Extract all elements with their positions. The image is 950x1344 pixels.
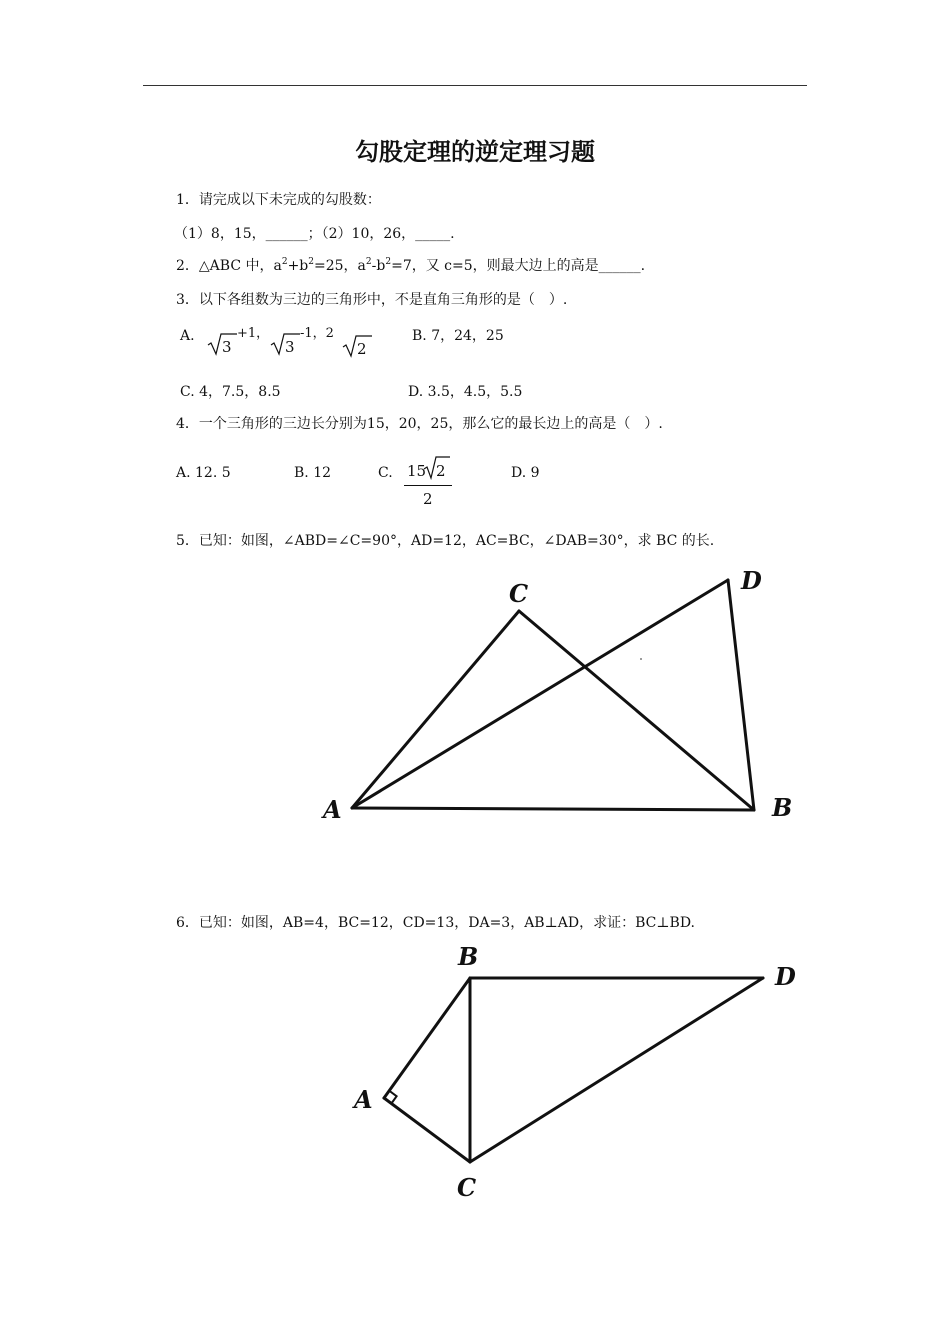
q2-term: =25，a xyxy=(314,258,366,274)
q4-c-radicand: 2 xyxy=(436,462,446,480)
q2-exponent: 2 xyxy=(365,257,372,267)
figure-q5-label-a: A xyxy=(323,795,342,824)
q4-option-d: D. 9 xyxy=(511,465,540,481)
figure-q6-label-b: B xyxy=(458,942,479,971)
question-3: 3．以下各组数为三边的三角形中，不是直角三角形的是（ ）. xyxy=(176,292,568,308)
q2-exponent: 2 xyxy=(281,257,288,267)
q3-a-part-2: -1，2 xyxy=(300,326,334,341)
q3-a-part-1: +1， xyxy=(237,326,270,341)
q3-option-b: B. 7，24，25 xyxy=(412,328,504,344)
figure-q6-label-a: A xyxy=(354,1085,373,1114)
segment-cd xyxy=(470,978,763,1162)
page-title: 勾股定理的逆定理习题 xyxy=(355,138,595,166)
q4-option-c-label: C. xyxy=(378,465,393,481)
q4-option-b: B. 12 xyxy=(294,465,332,481)
figure-q5-label-b: B xyxy=(772,793,793,822)
q3-option-a-label: A. xyxy=(180,328,195,344)
q2-suffix: =7，又 c=5，则最大边上的高是______. xyxy=(391,258,646,274)
segment-ac xyxy=(384,1098,470,1162)
q4-c-coefficient: 15 xyxy=(407,462,427,480)
figure-q6-label-d: D xyxy=(775,962,796,991)
q2-exponent: 2 xyxy=(308,257,315,267)
figure-q6-label-c: C xyxy=(457,1173,477,1202)
question-1: 1．请完成以下未完成的勾股数： xyxy=(176,192,381,208)
q4-option-a: A. 12. 5 xyxy=(176,465,231,481)
q3-option-d: D. 3.5，4.5，5.5 xyxy=(408,384,523,400)
segment-ba xyxy=(384,978,470,1098)
question-5: 5．已知：如图，∠ABD=∠C=90°，AD=12，AC=BC，∠DAB=30°，求 BC 的长. xyxy=(176,533,715,549)
figure-q5-label-c: C xyxy=(509,579,529,608)
q3-a-radicand-3: 2 xyxy=(357,340,367,358)
q3-a-radicand-2: 3 xyxy=(285,338,295,356)
q4-c-denominator: 2 xyxy=(423,490,433,508)
q3-option-c: C. 4，7.5，8.5 xyxy=(180,384,281,400)
question-6: 6．已知：如图，AB=4，BC=12，CD=13，DA=3，AB⊥AD，求证：BC⊥BD. xyxy=(176,915,695,931)
q2-term: -b xyxy=(371,258,386,274)
q2-exponent: 2 xyxy=(385,257,392,267)
q2-prefix: 2．△ABC 中，a xyxy=(176,258,282,274)
q2-term: +b xyxy=(287,258,309,274)
figure-q5-label-d: D xyxy=(741,566,762,595)
question-1-parts: （1）8，15，______；（2）10，26，_____. xyxy=(174,226,455,242)
q3-a-radicand-1: 3 xyxy=(222,338,232,356)
question-4: 4．一个三角形的三边长分别为15，20，25，那么它的最长边上的高是（ ）. xyxy=(176,416,663,432)
